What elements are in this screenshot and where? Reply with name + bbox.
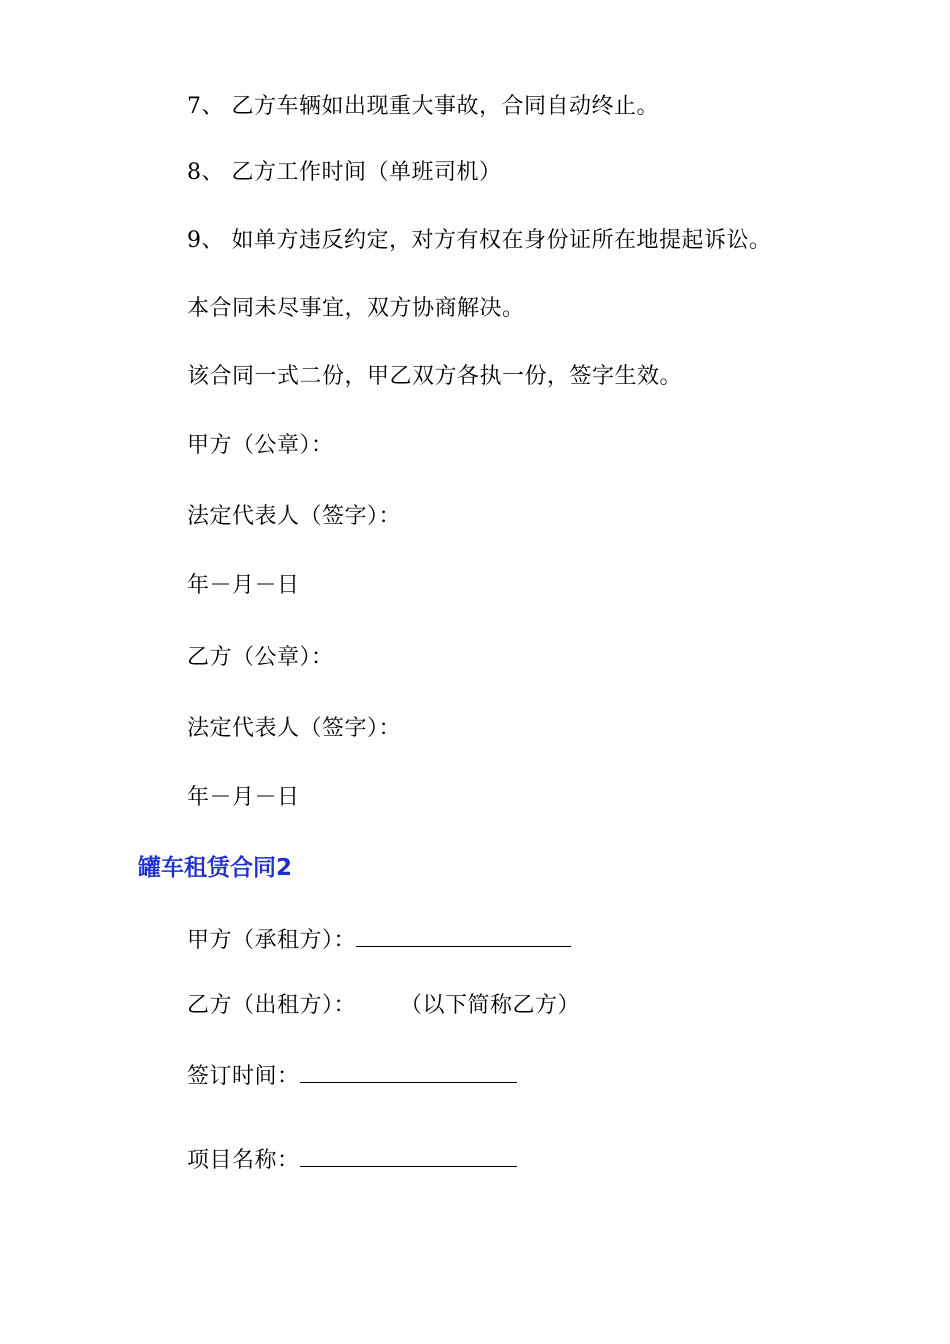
clause-8: 8、 乙方工作时间（单班司机）: [187, 160, 502, 185]
sign-time-blank-line: [300, 1060, 517, 1083]
party-a-seal-label: 甲方（公章）：: [187, 433, 334, 458]
lessor-label: 乙方（出租方）：: [187, 993, 357, 1018]
sign-time-label: 签订时间：: [187, 1064, 300, 1089]
unresolved-matters-text: 本合同未尽事宜，双方协商解决。: [187, 296, 525, 321]
lessee-row: [187, 924, 571, 956]
project-name-row: [187, 1144, 517, 1176]
party-a-representative-label: 法定代表人（签字）：: [187, 504, 402, 529]
clause-7: 7、 乙方车辆如出现重大事故，合同自动终止。: [187, 94, 659, 119]
sign-time-row: [187, 1060, 517, 1092]
lessor-row: [187, 991, 580, 1021]
contract-2-title: 罐车租赁合同2: [138, 855, 293, 881]
party-b-seal-label: 乙方（公章）：: [187, 645, 334, 670]
copies-text: 该合同一式二份，甲乙双方各执一份，签字生效。: [187, 364, 683, 389]
party-b-representative-label: 法定代表人（签字）：: [187, 716, 402, 741]
party-a-date: 年－月－日: [187, 573, 300, 598]
lessor-note: （以下简称乙方）: [400, 993, 581, 1018]
clause-9: 9、 如单方违反约定，对方有权在身份证所在地提起诉讼。: [187, 228, 772, 253]
project-name-label: 项目名称：: [187, 1148, 300, 1173]
project-name-blank-line: [300, 1144, 517, 1167]
lessee-label: 甲方（承租方）：: [187, 928, 357, 953]
party-b-date: 年－月－日: [187, 785, 300, 810]
lessee-blank-line: [356, 924, 571, 947]
